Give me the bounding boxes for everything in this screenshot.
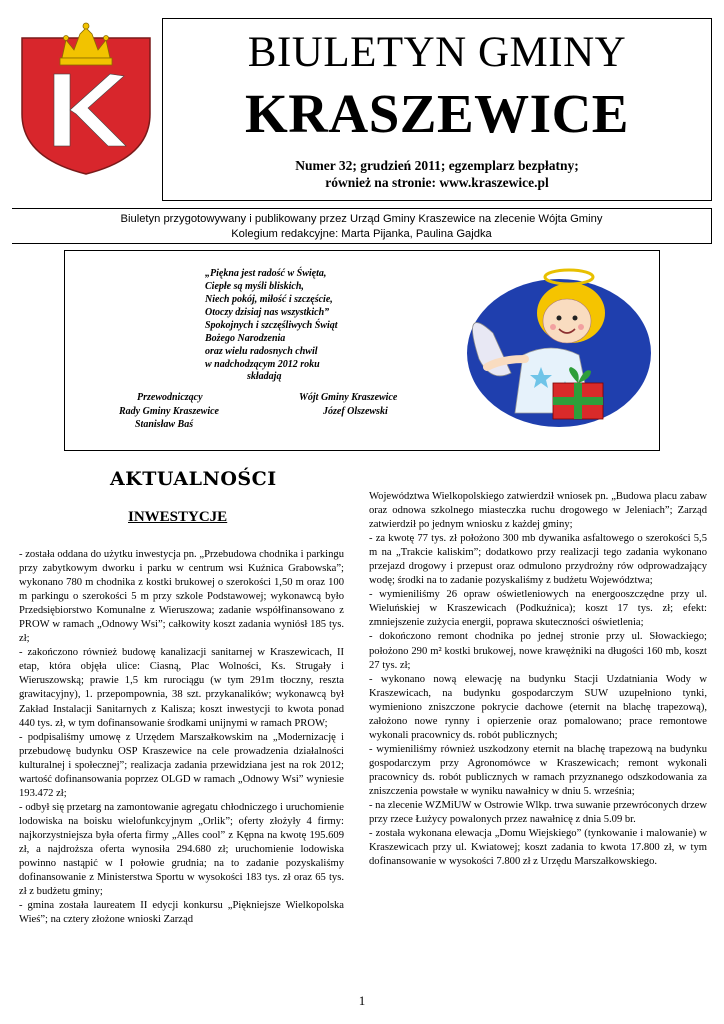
newsletter-title: BIULETYN GMINY — [247, 29, 627, 76]
website-line: również na stronie: www.kraszewice.pl — [325, 175, 549, 190]
news-item: - podpisaliśmy umowę z Urzędem Marszałkowskim na „Modernizację i przebudowę budynku OSP Kraszewice na cele prowadzenia działalności kulturalnej i społecznej”; realizacja zadania przewidziana jest na rok 2012; wartość dofinansowania poprzez OLGD w ramach „Odnowy Wsi” wyniesie 193.472 zł; — [19, 731, 344, 799]
news-item: - za kwotę 77 tys. zł położono 300 mb dywanika asfaltowego o szerokości 5,5 m na „Trakcie kaliskim”; dodatkowo przy realizacji tego zadania wykonano przejazd drogowy i przepust oraz odmulono przydrożny rów odprowadzający wodę; środki na to zadanie pozyskaliśmy z budżetu Województwa; — [369, 533, 707, 587]
greeting-line: Ciepłe są myśli bliskich, — [205, 281, 304, 292]
editorial-board-line: Kolegium redakcyjne: Marta Pijanka, Paulina Gajdka — [231, 227, 492, 240]
publisher-info — [12, 208, 712, 244]
subsection-title: INWESTYCJE — [128, 509, 228, 525]
coat-of-arms-logo — [18, 18, 154, 176]
greeting-line: Bożego Narodzenia — [205, 333, 286, 344]
publisher-line: Biuletyn przygotowywany i publikowany przez Urząd Gminy Kraszewice na zlecenie Wójta Gminy — [120, 213, 603, 225]
masthead — [162, 18, 712, 201]
news-item: - została oddana do użytku inwestycja pn. „Przebudowa chodnika i parkingu przy zabytkowym dworku i parku w centrum wsi Kuźnica Grabowska”; wykonano 780 m chodnika z kostki brukowej o szerokości 1,50 m oraz 100 m parkingu o szerokości 5 m przy szkole Podstawowej; wykonawcą było Przedsiębiorstwo Komunalne z Wieruszowa; zadanie współfinansowano z PROW w ramach „Odnowy Wsi”; całkowity koszt zadania wyniósł 185 tys. zł; — [19, 549, 344, 645]
greeting-line: Niech pokój, miłość i szczęście, — [205, 294, 333, 305]
news-item: - wykonano nową elewację na budynku Stacji Uzdatniania Wody w Kraszewicach, na budynku gospodarczym SUW uzupełniono tynki, wymieniono zniszczone pokrycie dachowe (eternit na blachę trapezową), założono nowe rynny i opierzenie oraz pomalowano; prace remontowe wykonali pracownicy ds. robót publicznych; — [369, 673, 707, 741]
news-item: - została wykonana elewacja „Domu Wiejskiego” (tynkowanie i malowanie) w Kraszewicach przy ul. Kwiatowej; koszt zadania to kwota 17.800 zł, w tym dofinansowanie w wysokości 7.800 zł z Urzędu Marszałkowskiego. — [369, 828, 707, 868]
section-title: AKTUALNOŚCI — [110, 468, 277, 490]
christmas-angel-illustration — [441, 263, 659, 429]
article-column-left — [19, 548, 344, 927]
news-item: - gmina została laureatem II edycji konkursu „Piękniejsze Wielkopolska Wieś”; na cztery złożone wnioski Zarząd — [19, 900, 344, 926]
greeting-line: w nadchodzącym 2012 roku — [205, 359, 320, 370]
signature-name: Józef Olszewski — [323, 406, 388, 417]
news-item: - odbył się przetarg na zamontowanie agregatu chłodniczego i uruchomienie lodowiska na boisku wielofunkcyjnym „Orlik”; oferty złożyły 4 firmy: najkorzystniejsza była oferta firmy „Alles cool” z Kępna na kwotę 195.609 zł, a najdroższa oferta wynosiła 294.680 zł; uruchomienie lodowiska powinno nastąpić w I połowie grudnia; na to zadanie pozyskaliśmy dofinansowanie z Ministerstwa Sportu w wysokości 183 tys. zł oraz 65 tys. zł z budżetu gminy; — [19, 801, 344, 898]
greeting-line: Otoczy dzisiaj nas wszystkich” — [205, 307, 330, 318]
greeting-line: Spokojnych i szczęśliwych Świąt — [205, 320, 338, 331]
signature-title: Wójt Gminy Kraszewice — [299, 392, 398, 403]
signature-title: Rady Gminy Kraszewice — [119, 406, 219, 417]
news-item: - na zlecenie WZMiUW w Ostrowie Wlkp. trwa suwanie przewróconych drzew przy rzece Łużycy powalonych przez nawałnicę z dnia 5.09 br. — [369, 800, 707, 826]
news-item: Województwa Wielkopolskiego zatwierdził wniosek pn. „Budowa placu zabaw oraz odnowa szkolnego miasteczka ruchu drogowego w Jeleniach”; Zarząd zatwierdził po jednym wniosku z każdej gminy; — [369, 491, 707, 531]
news-item: - dokończono remont chodnika po jednej stronie przy ul. Słowackiego; położono 290 m² kostki brukowej, nowe krawężniki na długości 160 mb, koszt 27 tys. zł; — [369, 631, 707, 671]
issue-number-line: Numer 32; grudzień 2011; egzemplarz bezpłatny; — [295, 158, 579, 173]
signature-title: Przewodniczący — [137, 392, 203, 403]
page-number: 1 — [358, 993, 366, 1008]
news-item: - zakończono również budowę kanalizacji sanitarnej w Kraszewicach, II etap, która objęła ulice: Ciasną, Plac Wolności, Ks. Strugały i Wieruszowską; prawie 1,5 km rurociągu (w tym 291m tłoczny, reszta grawitacyjny), 1. przepompownia, 38 szt. przykanalików; wykonawcą był Zakład Instalacji Sanitarnych z Kalisza; koszt inwestycji to kwota ponad 440 tys. zł, w tym dofinansowanie środkami unijnymi w ramach PROW; — [19, 647, 344, 729]
greeting-line: „Piękna jest radość w Święta, — [205, 268, 327, 279]
issue-info — [163, 157, 711, 191]
news-item: - wymieniliśmy 26 opraw oświetleniowych na energooszczędne przy ul. Wieluńskiej w Kraszewicach (Podkuźnica); koszt 17 tys. zł; efekt: zmniejszenie zużycia energii, poprawa skuteczności oświetlenia; — [369, 589, 707, 629]
municipality-name: KRASZEWICE — [245, 83, 629, 144]
greeting-line: składają — [247, 371, 282, 382]
christmas-greeting-box — [64, 250, 660, 451]
signature-name: Stanisław Baś — [135, 419, 194, 430]
news-item: - wymieniliśmy również uszkodzony eternit na blachę trapezową na budynku gospodarczym przy Agronomówce w Kraszewicach; remont wykonali pracownicy ds. robót publicznych w ramach przyznanego odszkodowania za zniszczenia powstałe w wyniku nawałnicy w dniu 5. września; — [369, 743, 707, 797]
article-column-right — [369, 490, 707, 869]
greeting-line: oraz wielu radosnych chwil — [205, 346, 318, 357]
